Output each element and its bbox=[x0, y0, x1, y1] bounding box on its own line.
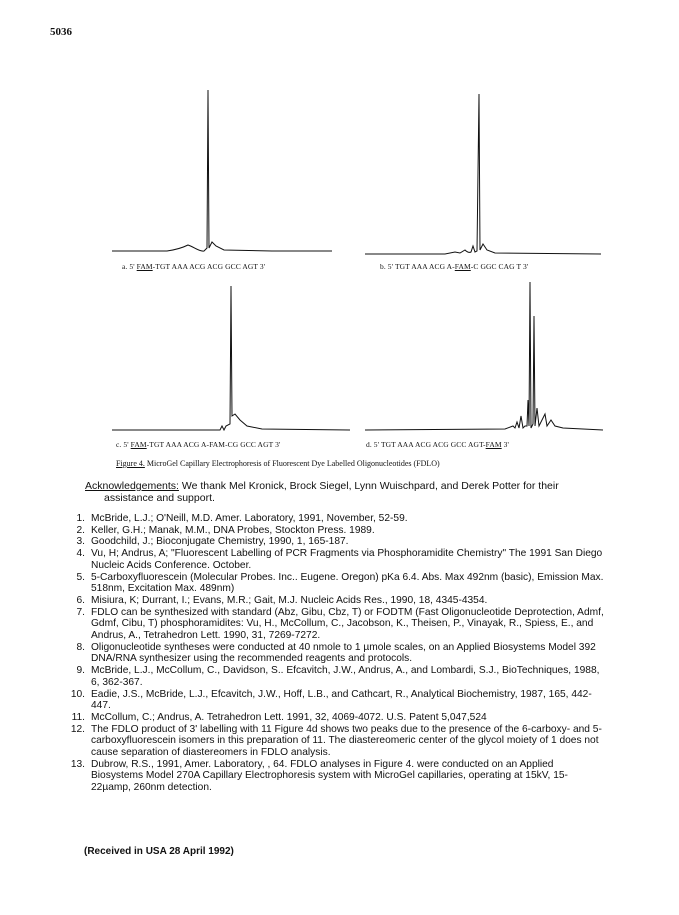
reference-item: 3. Goodchild, J.; Bioconjugate Chemistry, 1990, 1, 165-187. bbox=[76, 536, 349, 548]
reference-item: 12. The FDLO product of 3' labelling with 11 Figure 4d shows two peaks due to the presence of the 6-carboxy- and 5-carboxyfluorescein isomers in this preparation of 11. The diastereomeric center of the glycol moiety of 1 does not cause separation of diastereomers in FDLO analysis. bbox=[70, 723, 602, 759]
figure-caption-text: MicroGel Capillary Electrophoresis of Fluorescent Dye Labelled Oligonucleotides (FDLO) bbox=[144, 459, 440, 468]
electropherogram-d bbox=[365, 276, 603, 436]
reference-item: 6. Misiura, K; Durrant, I.; Evans, M.R.; Gait, M.J. Nucleic Acids Res., 1990, 18, 4345-4354. bbox=[76, 594, 488, 606]
reference-item: 13. Dubrow, R.S., 1991, Amer. Laboratory, , 64. FDLO analyses in Figure 4. were conducted on an Applied Biosystems Model 270A Capillary Electrophoresis system with MicroGel capillaries, operating at 15kV, 15-22µamp, 260nm detection. bbox=[70, 758, 568, 794]
reference-item: 8. Oligonucleotide syntheses were conducted at 40 nmole to 1 µmole scales, on an Applied Biosystems Model 392 DNA/RNA synthesizer using the recommended reagents and protocols. bbox=[76, 641, 596, 665]
electropherogram-a bbox=[112, 86, 332, 258]
reference-item: 1. McBride, L.J.; O'Neill, M.D. Amer. Laboratory, 1991, November, 52-59. bbox=[76, 513, 408, 524]
reference-item: 7. FDLO can be synthesized with standard (Abz, Gibu, Cbz, T) or FODTM (Fast Oligonucleotide Deprotection, Admf, Gdmf, Cibu, T) phosphoramidites: Vu, H., McCollum, C., Jacobson, K., Theisen, P., Vinayak, R., Spiess, E., and Andrus, A., Tetrahedron Lett. 1990, 31, 7269-7272. bbox=[76, 606, 604, 642]
acknowledgements-heading: Acknowledgements: bbox=[85, 480, 179, 492]
electropherogram-b bbox=[365, 90, 601, 258]
panel-b-caption: b. 5' TGT AAA ACG A-FAM-C GGC CAG T 3' bbox=[380, 262, 529, 271]
references-list bbox=[66, 513, 606, 794]
reference-item: 11. McCollum, C.; Andrus, A. Tetrahedron Lett. 1991, 32, 4069-4072. U.S. Patent 5,047,524 bbox=[71, 711, 487, 723]
acknowledgements bbox=[85, 480, 605, 504]
figure-caption bbox=[116, 459, 440, 468]
page-number: 5036 bbox=[50, 26, 72, 38]
received-date: (Received in USA 28 April 1992) bbox=[84, 846, 234, 857]
reference-item: 4. Vu, H; Andrus, A; "Fluorescent Labelling of PCR Fragments via Phosphoramidite Chemistry" The 1991 San Diego Nucleic Acids Conference. October. bbox=[76, 548, 603, 571]
reference-item: 2. Keller, G.H.; Manak, M.M., DNA Probes, Stockton Press. 1989. bbox=[76, 524, 375, 536]
panel-d-caption: d. 5' TGT AAA ACG ACG GCC AGT-FAM 3' bbox=[366, 440, 509, 449]
figure-label: Figure 4. bbox=[116, 459, 145, 468]
panel-c-caption: c. 5' FAM-TGT AAA ACG A-FAM-CG GCC AGT 3' bbox=[116, 440, 281, 449]
reference-item: 9. McBride, L.J., McCollum, C., Davidson, S.. Efcavitch, J.W., Andrus, A., and Lombardi, S.J., BioTechniques, 1988, 6, 362-367. bbox=[76, 665, 600, 688]
panel-a-caption: a. 5' FAM-TGT AAA ACG ACG GCC AGT 3' bbox=[122, 262, 266, 271]
reference-item: 5. 5-Carboxyfluorescein (Molecular Probes. Inc.. Eugene. Oregon) pKa 6.4. Abs. Max 492nm (basic), Emission Max. 518nm, Excitation Max. 489nm) bbox=[76, 571, 604, 595]
electropherogram-c bbox=[112, 280, 350, 438]
acknowledgements-text-continued: assistance and support. bbox=[104, 492, 215, 504]
reference-item: 10. Eadie, J.S., McBride, L.J., Efcavitch, J.W., Hoff, L.B., and Cathcart, R., Analytical Biochemistry, 1987, 165, 442-447. bbox=[70, 688, 592, 712]
acknowledgements-text: We thank Mel Kronick, Brock Siegel, Lynn Wuischpard, and Derek Potter for their bbox=[178, 480, 559, 492]
